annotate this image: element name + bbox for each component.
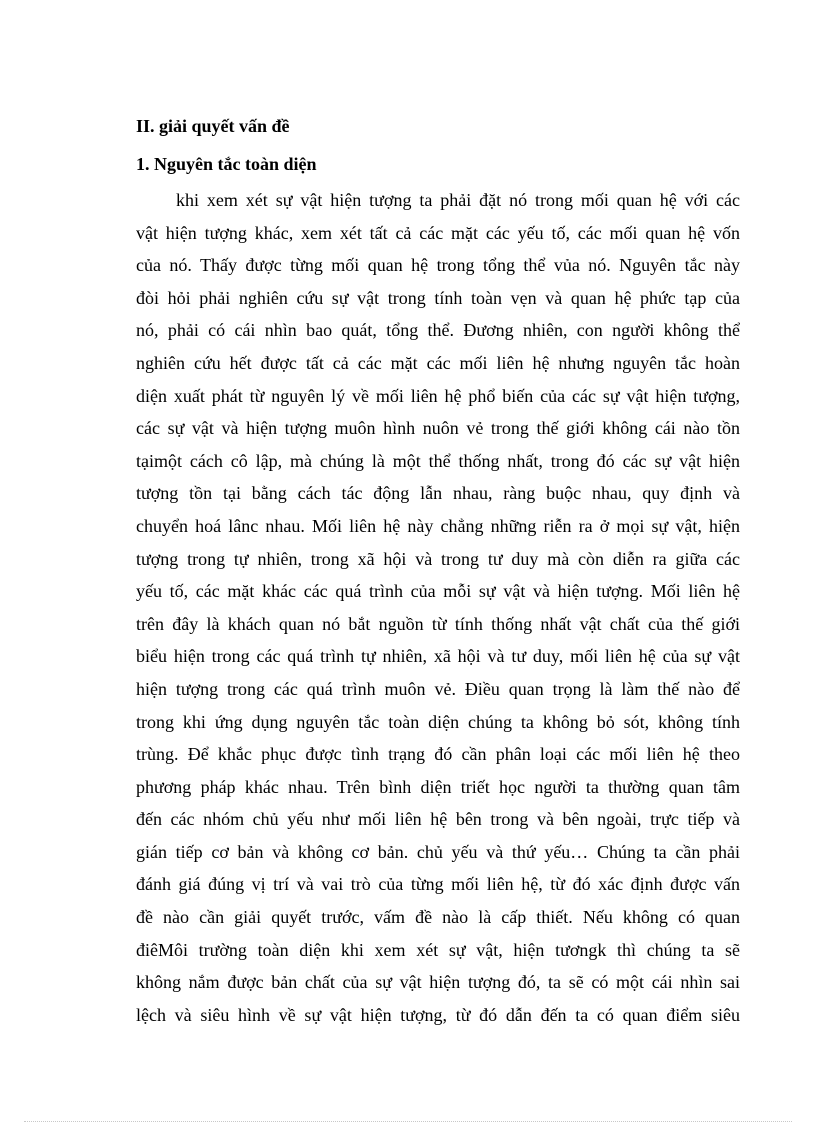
paragraph-line: đánh giá đúng vị trí và vai trò của từng mối liên hệ, từ đó xác định được vấn [136,874,740,895]
paragraph-line: đề nào cần giải quyết trước, vấm đề nào là cấp thiết. Nếu không có quan [136,907,740,928]
paragraph-line: điêMôi trường toàn diện khi xem xét sự vật, hiện tươngk thì chúng ta sẽ [136,939,740,960]
paragraph-line: đòi hỏi phải nghiên cứu sự vật trong tính toàn vẹn và quan hệ phức tạp của [136,287,740,308]
paragraph-line: nó, phải có cái nhìn bao quát, tổng thể. Đương nhiên, con người không thể [136,320,740,341]
paragraph-line: trên đây là khách quan nó bắt nguồn từ tính thống nhất vật chất của thế giới [136,613,740,634]
body-paragraph [136,184,740,1031]
page-bottom-divider [24,1121,792,1122]
paragraph-line: tạimột cách cô lập, mà chúng là một thể thống nhất, trong đó các sự vật hiện [136,450,740,471]
paragraph-line: gián tiếp cơ bản và không cơ bản. chủ yếu và thứ yếu… Chúng ta cần phải [136,841,740,862]
paragraph-line: biểu hiện trong các quá trình tự nhiên, xã hội và tư duy, mối liên hệ của sự vật [136,646,740,667]
paragraph-line: chuyển hoá lânc nhau. Mối liên hệ này chẳng những riễn ra ở mọi sự vật, hiện [136,515,740,536]
paragraph-line: các sự vật và hiện tượng muôn hình nuôn vẻ trong thế giới không cái nào tồn [136,418,740,439]
paragraph-line: không nắm được bản chất của sự vật hiện tượng đó, ta sẽ có một cái nhìn sai [136,972,740,993]
paragraph-line: diện xuất phát từ nguyên lý về mối liên hệ phổ biến của các sự vật hiện tượng, [136,385,740,406]
paragraph-line: của nó. Thấy được từng mối quan hệ trong tổng thể vủa nó. Nguyên tắc này [136,255,740,276]
paragraph-line: tượng trong tự nhiên, trong xã hội và trong tư duy mà còn diễn ra giữa các [136,548,740,569]
paragraph-line: trùng. Để khắc phục được tình trạng đó cần phân loại các mối liên hệ theo [136,744,740,765]
paragraph-line: trong khi ứng dụng nguyên tắc toàn diện chúng ta không bỏ sót, không tính [136,711,740,732]
section-heading: II. giải quyết vấn đề [136,116,290,136]
paragraph-line: khi xem xét sự vật hiện tượng ta phải đặt nó trong mối quan hệ với các [176,190,740,210]
paragraph-line: đến các nhóm chủ yếu như mối liên hệ bên trong và bên ngoài, trực tiếp và [136,809,740,830]
paragraph-line: tượng tồn tại bằng cách tác động lẫn nhau, ràng buộc nhau, quy định và [136,483,740,504]
subsection-heading: 1. Nguyên tắc toàn diện [136,154,317,174]
paragraph-line: vật hiện tượng khác, xem xét tất cả các mặt các yếu tố, các mối quan hệ vốn [136,222,740,243]
paragraph-line: phương pháp khác nhau. Trên bình diện triết học người ta thường quan tâm [136,776,740,797]
paragraph-line: yếu tố, các mặt khác các quá trình của mỗi sự vật và hiện tượng. Mối liên hệ [136,581,740,602]
paragraph-line: hiện tượng trong các quá trình muôn vẻ. Điều quan trọng là làm thế nào để [136,678,740,699]
paragraph-line: nghiên cứu hết được tất cả các mặt các mối liên hệ nhưng nguyên tắc hoàn [136,352,740,373]
paragraph-line: lệch và siêu hình về sự vật hiện tượng, từ đó dẫn đến ta có quan điểm siêu [136,1004,740,1025]
